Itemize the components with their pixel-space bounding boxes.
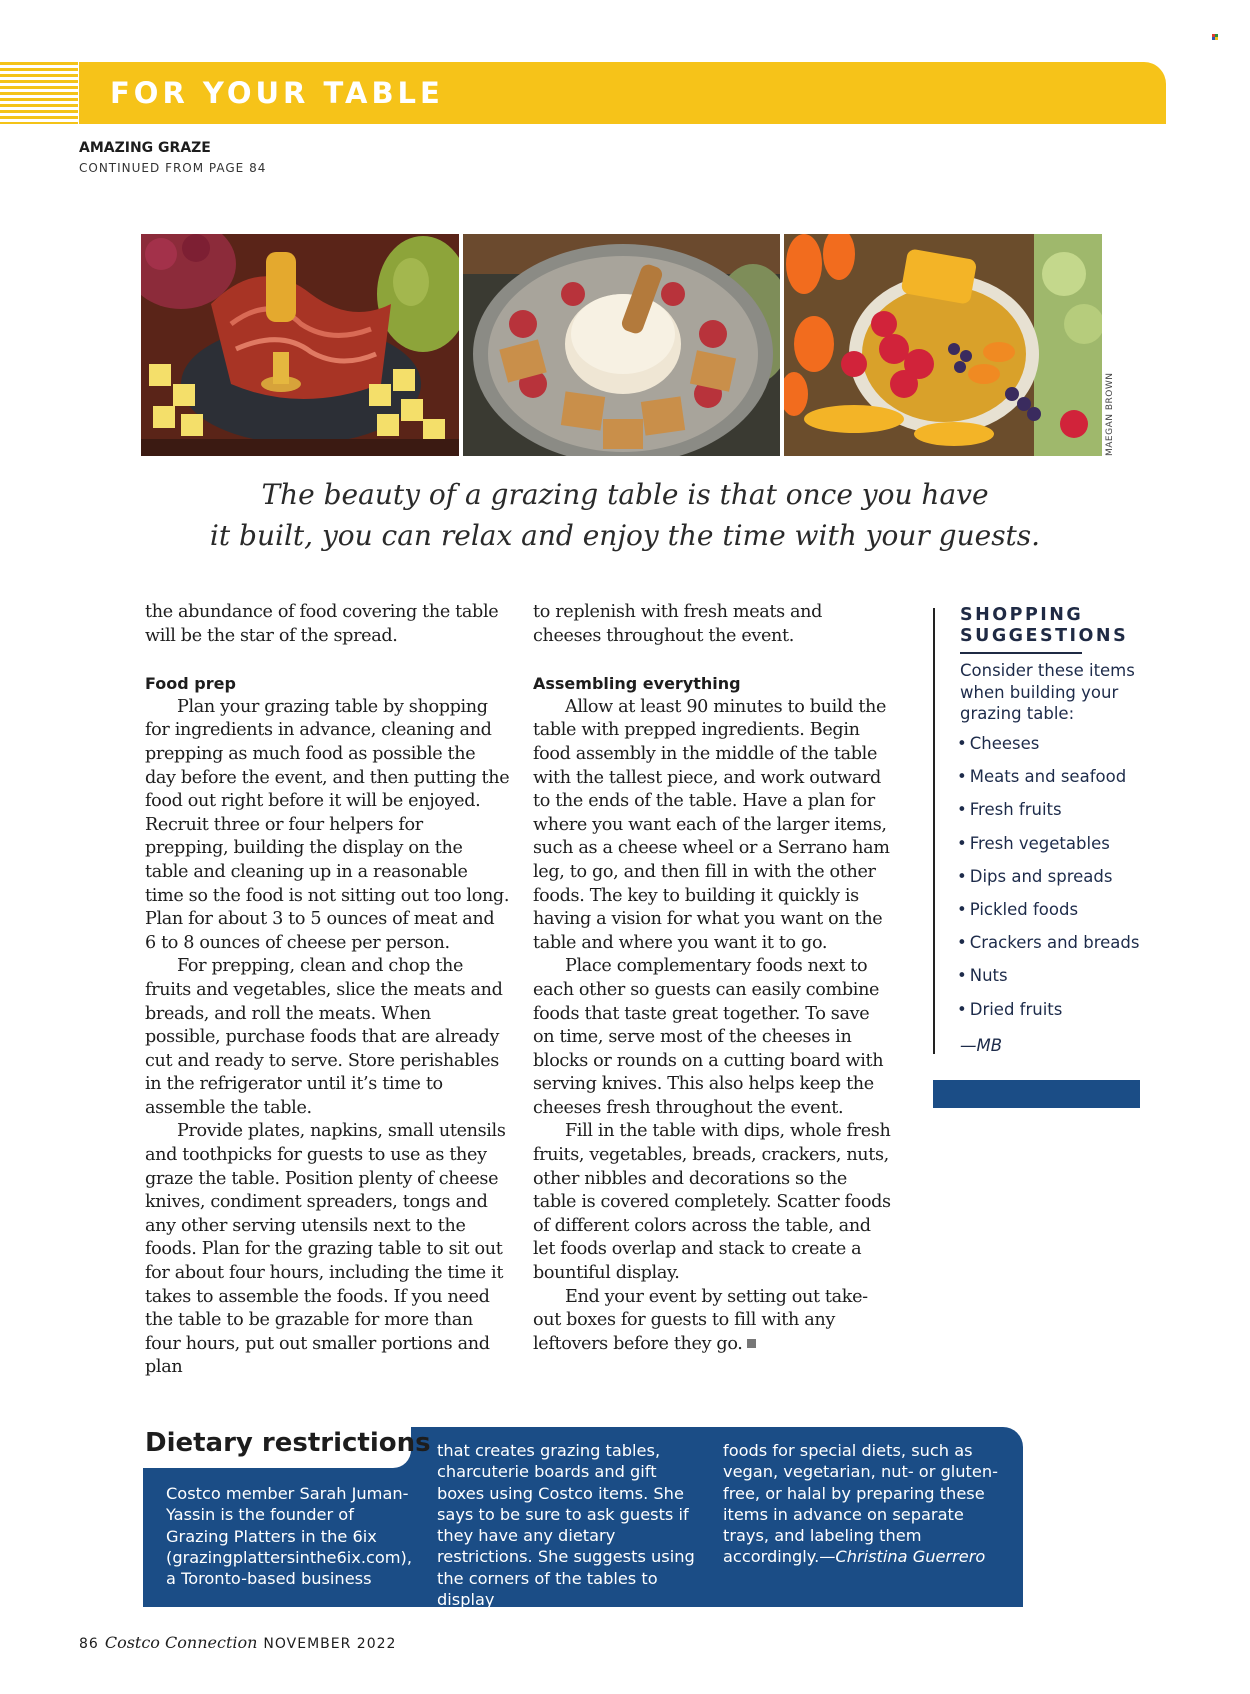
photo-charcuterie-board <box>141 234 459 456</box>
col1-paragraph: Plan your grazing table by shopping for ingredients in advance, cleaning and prepping as much food as possible the day before the event, and then putting the food out right before it will be enjoyed. Recruit three or four helpers for prepping, building the display on the table and cleaning up in a reasonable time so the food is not sitting out too long. Plan for about 3 to 5 ounces of meat and 6 to 8 ounces of cheese per person. <box>145 696 510 953</box>
sidebar-title-line1: SHOPPING <box>960 605 1084 625</box>
col2-paragraph: Allow at least 90 minutes to build the table with prepped ingredients. Begin food assembly in the middle of the table with the tallest piece, and work outward to the ends of the table. Have a plan for where you want each of the larger items, such as a cheese wheel or a Serrano ham leg, to go, and then fill in with the other foods. The key to building it quickly is having a vision for what you want on the table and where you want it to go. <box>533 696 890 953</box>
shopping-list <box>957 734 1177 1033</box>
dietary-column-3-text: foods for special diets, such as vegan, vegetarian, nut- or gluten-free, or halal by preparing these items in advance on separate trays, and labeling them accordingly. <box>723 1441 998 1567</box>
sidebar-title <box>960 605 1128 647</box>
col1-paragraph: For prepping, clean and chop the fruits and vegetables, slice the meats and breads, and roll the meats. When possible, purchase foods that are already cut and ready to serve. Store perishables in the refrigerator until it’s time to assemble the table. <box>145 956 503 1118</box>
dietary-column-3 <box>723 1440 1013 1568</box>
list-item: • Fresh vegetables <box>957 834 1177 867</box>
dietary-title: Dietary restrictions <box>145 1428 431 1458</box>
list-item: • Dips and spreads <box>957 867 1177 900</box>
col1-paragraph: Provide plates, napkins, small utensils and toothpicks for guests to use as they graze the table. Position plenty of cheese knives, condiment spreaders, tongs and any other serving utensils next to the foods. Plan for the grazing table to sit out for about four hours, including the time it takes to assemble the foods. If you need the table to be grazable for more than four hours, put out smaller portions and plan <box>145 1121 506 1378</box>
sidebar-signature: —MB <box>960 1036 1003 1055</box>
col2-paragraph: Place complementary foods next to each other so guests can easily combine foods that taste great together. To save on time, serve most of the cheeses in blocks or rounds on a cutting board with serving knives. This also helps keep the cheeses fresh throughout the event. <box>533 956 884 1118</box>
col1-intro: the abundance of food covering the table will be the star of the spread. <box>145 602 499 646</box>
list-item: • Dried fruits <box>957 1000 1177 1033</box>
col2-paragraph-end <box>533 1286 893 1357</box>
list-item: • Cheeses <box>957 734 1177 767</box>
continued-note: CONTINUED FROM PAGE 84 <box>79 161 267 175</box>
pull-quote <box>180 474 1070 556</box>
photo-fruit-platter <box>784 234 1102 456</box>
col2-intro: to replenish with fresh meats and cheeses throughout the event. <box>533 602 823 646</box>
list-item: • Crackers and breads <box>957 933 1177 966</box>
article-column-2 <box>533 601 893 1356</box>
photo-credit: MAEGAN BROWN <box>1105 372 1115 456</box>
page-footer <box>79 1633 396 1652</box>
article-kicker: AMAZING GRAZE <box>79 140 211 156</box>
dietary-column-1: Costco member Sarah Juman-Yassin is the founder of Grazing Platters in the 6ix (grazingplattersinthe6ix.com), a Toronto-based business <box>166 1484 413 1589</box>
end-mark-icon <box>747 1339 756 1348</box>
registration-mark-icon <box>1212 34 1219 41</box>
dietary-column-2: that creates grazing tables, charcuterie boards and gift boxes using Costco items. She says to be sure to ask guests if they have any dietary restrictions. She suggests using the corners of the tables to display <box>437 1441 695 1610</box>
list-item: • Pickled foods <box>957 900 1177 933</box>
heading-assembling-everything: Assembling everything <box>533 674 741 694</box>
col2-paragraph: Fill in the table with dips, whole fresh fruits, vegetables, breads, crackers, nuts, other nibbles and decorations so the table is covered completely. Scatter foods of different colors across the table, and let foods overlap and stack to create a bountiful display. <box>533 1121 891 1284</box>
sidebar-title-line2: SUGGESTIONS <box>960 626 1129 646</box>
list-item: • Meats and seafood <box>957 767 1177 800</box>
dietary-author: —Christina Guerrero <box>819 1547 986 1567</box>
section-title: FOR YOUR TABLE <box>110 76 444 110</box>
article-column-1 <box>145 601 510 1380</box>
sidebar-intro: Consider these items when building your grazing table: <box>960 661 1135 723</box>
heading-food-prep: Food prep <box>145 674 236 694</box>
pull-quote-line1: The beauty of a grazing table is that once you have <box>261 478 989 511</box>
list-item: • Nuts <box>957 966 1177 999</box>
list-item: • Fresh fruits <box>957 800 1177 833</box>
page-number: 86 <box>79 1636 99 1652</box>
issue-date: NOVEMBER 2022 <box>263 1636 397 1652</box>
sidebar-rule <box>933 608 935 1054</box>
photo-cheese-platter <box>463 234 780 456</box>
sidebar-title-underline <box>960 652 1082 654</box>
header-stripes <box>0 62 78 124</box>
publication-name: Costco Connection <box>104 1633 258 1652</box>
pull-quote-line2: it built, you can relax and enjoy the time with your guests. <box>209 519 1041 552</box>
col2-final-text: End your event by setting out take-out boxes for guests to fill with any leftovers before they go. <box>533 1286 868 1354</box>
sidebar-accent-bar <box>933 1080 1140 1108</box>
